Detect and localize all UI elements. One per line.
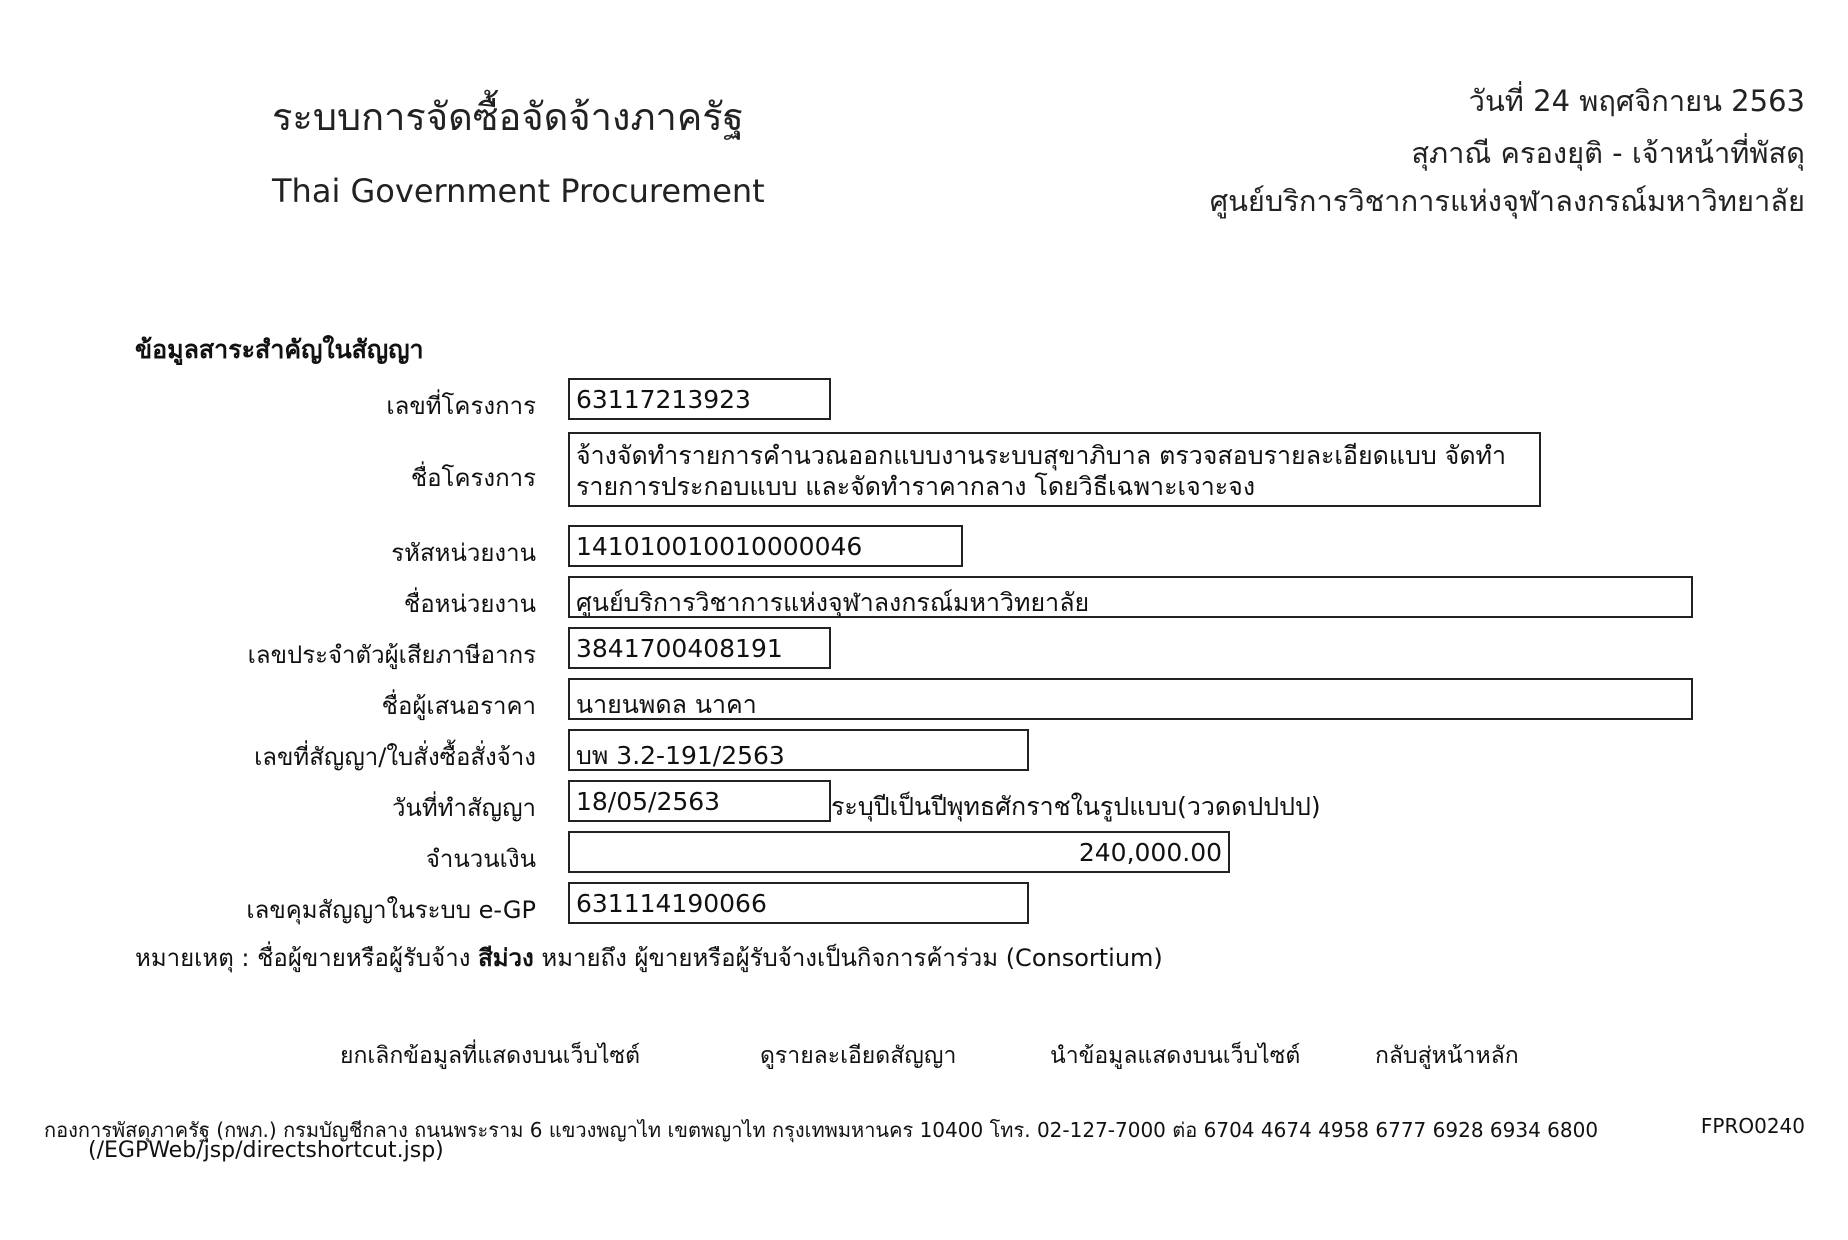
egp-no-field[interactable]: 631114190066 [568,882,1029,924]
contract-date-field[interactable]: 18/05/2563 [568,780,831,822]
tax-id-field[interactable]: 3841700408191 [568,627,831,669]
project-no-field[interactable]: 63117213923 [568,378,831,420]
contract-date-label: วันที่ทำสัญญา [391,794,536,822]
contract-date-hint: ระบุปีเป็นปีพุทธศักราชในรูปแบบ(ววดดปปปป) [831,792,1321,821]
contract-no-label: เลขที่สัญญา/ใบสั่งซื้อสั่งจ้าง [254,743,536,771]
bidder-field[interactable]: นายนพดล นาคา [568,678,1693,720]
system-title-en: Thai Government Procurement [272,172,765,210]
unit-name-label: ชื่อหน่วยงาน [403,590,536,618]
header-date: วันที่ 24 พฤศจิกายน 2563 [1468,84,1805,118]
project-name-field[interactable]: จ้างจัดทำรายการคำนวณออกแบบงานระบบสุขาภิบาล ตรวจสอบรายละเอียดแบบ จัดทำรายการประกอบแบบ และจัดทำราคากลาง โดยวิธีเฉพาะเจาะจง [568,432,1541,507]
unit-name-field[interactable]: ศูนย์บริการวิชาการแห่งจุฬาลงกรณ์มหาวิทยาลัย [568,576,1693,618]
back-to-home-link[interactable]: กลับสู่หน้าหลัก [1375,1043,1519,1069]
section-title: ข้อมูลสาระสำคัญในสัญญา [135,335,424,364]
note-prefix: หมายเหตุ : ชื่อผู้ขายหรือผู้รับจ้าง [135,944,471,972]
view-contract-details-link[interactable]: ดูรายละเอียดสัญญา [760,1043,957,1069]
header-officer: สุภาณี ครองยุติ - เจ้าหน้าที่พัสดุ [1411,136,1805,170]
project-name-label: ชื่อโครงการ [410,464,536,492]
unit-code-field[interactable]: 141010010010000046 [568,525,963,567]
page-code: FPRO0240 [1700,1114,1805,1138]
egp-no-label: เลขคุมสัญญาในระบบ e-GP [246,896,536,924]
note-suffix: หมายถึง ผู้ขายหรือผู้รับจ้างเป็นกิจการค้าร่วม (Consortium) [541,944,1163,972]
footer-address: กองการพัสดุภาครัฐ (กพภ.) กรมบัญชีกลาง ถนนพระราม 6 แขวงพญาไท เขตพญาไท กรุงเทพมหานคร 10400 โทร. 02-127-7000 ต่อ 6704 4674 4958 6777 6928 6934 6800 [44,1118,1599,1142]
tax-id-label: เลขประจำตัวผู้เสียภาษีอากร [247,641,536,669]
project-no-label: เลขที่โครงการ [386,392,536,420]
publish-data-link[interactable]: นำข้อมูลแสดงบนเว็บไซต์ [1050,1043,1301,1069]
header-department: ศูนย์บริการวิชาการแห่งจุฬาลงกรณ์มหาวิทยาลัย [1209,184,1805,218]
cancel-display-link[interactable]: ยกเลิกข้อมูลที่แสดงบนเว็บไซต์ [340,1043,641,1069]
page-path: (/EGPWeb/jsp/directshortcut.jsp) [88,1138,444,1163]
amount-field[interactable]: 240,000.00 [568,831,1230,873]
unit-code-label: รหัสหน่วยงาน [391,539,536,567]
note-emphasis: สีม่วง [478,944,534,972]
bidder-label: ชื่อผู้เสนอราคา [381,692,536,720]
consortium-note [135,938,1163,977]
amount-label: จำนวนเงิน [425,845,536,873]
contract-no-field[interactable]: บพ 3.2-191/2563 [568,729,1029,771]
system-title-th: ระบบการจัดซื้อจัดจ้างภาครัฐ [272,95,744,139]
